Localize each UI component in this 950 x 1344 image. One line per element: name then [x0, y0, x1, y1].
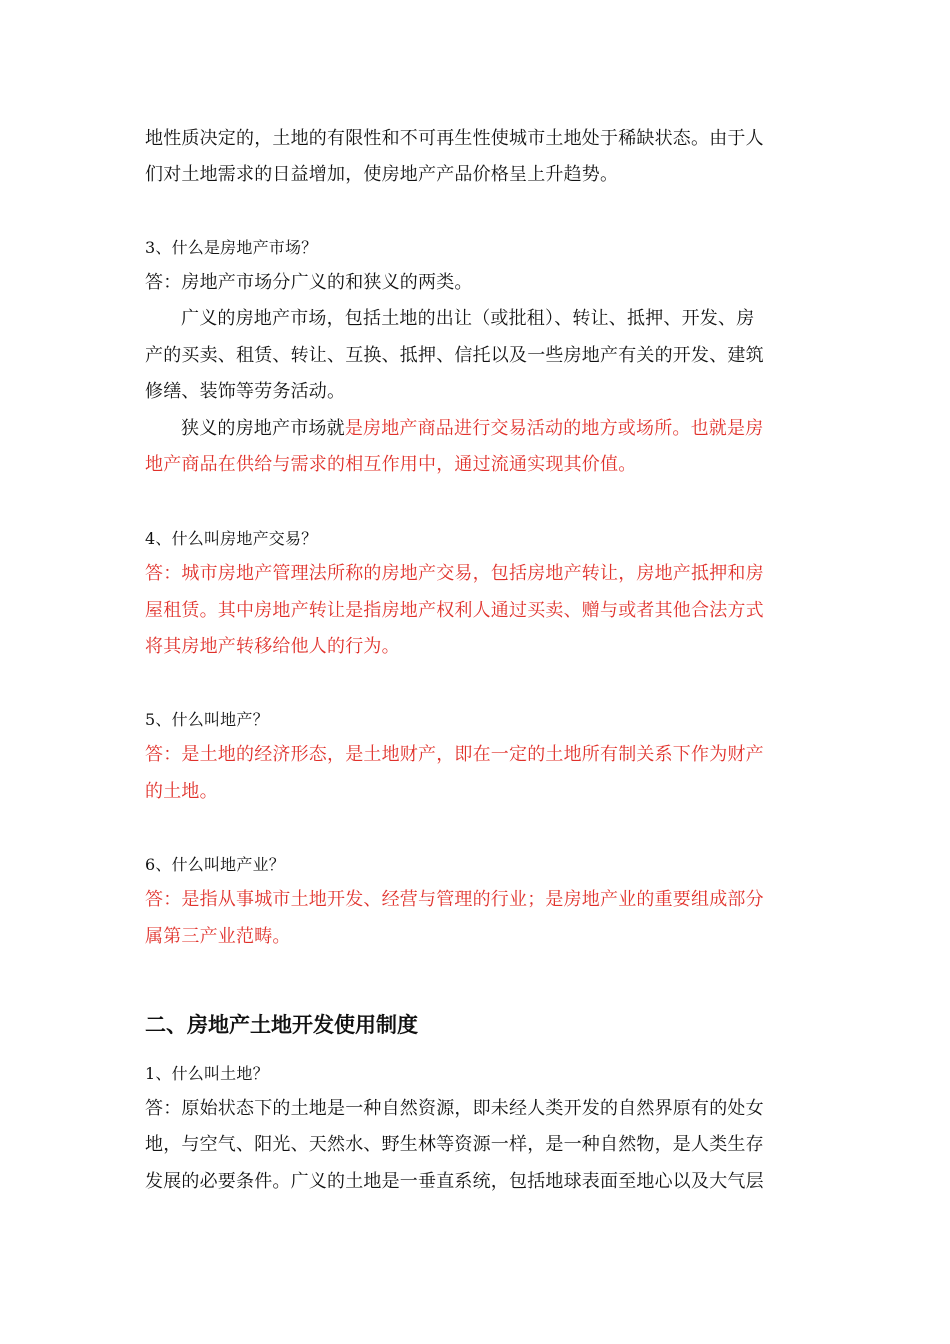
q4-question: 4、什么叫房地产交易？ — [145, 529, 318, 548]
q4-answer-line-2: 屋租赁。其中房地产转让是指房地产权利人通过买卖、赠与或者其他合法方式 — [145, 600, 764, 621]
q6-question: 6、什么叫地产业？ — [145, 855, 285, 874]
q3-answer: 答：房地产市场分广义的和狭义的两类。 — [145, 272, 473, 293]
q4-answer-line-1: 答：城市房地产管理法所称的房地产交易，包括房地产转让，房地产抵押和房 — [145, 563, 764, 584]
q5-answer-line-2: 的土地。 — [145, 781, 218, 802]
q3-narrow-highlight-2: 地产商品在供给与需求的相互作用中，通过流通实现其价值。 — [145, 454, 637, 475]
s2-q1-answer-line-1: 答：原始状态下的土地是一种自然资源，即未经人类开发的自然界原有的处女 — [145, 1098, 764, 1119]
q5-answer-line-1: 答：是土地的经济形态，是土地财产，即在一定的土地所有制关系下作为财产 — [145, 744, 764, 765]
q3-narrow-highlight-1: 是房地产商品进行交易活动的地方或场所。也就是房 — [344, 418, 764, 439]
q6-answer-line-2: 属第三产业范畴。 — [145, 926, 291, 947]
q3-question: 3、什么是房地产市场？ — [145, 238, 318, 257]
q3-broad-line-1: 广义的房地产市场，包括土地的出让（或批租）、转让、抵押、开发、房 — [181, 308, 755, 329]
q3-narrow-prefix: 狭义的房地产市场就 — [181, 418, 345, 439]
q4-answer-line-3: 将其房地产转移给他人的行为。 — [145, 636, 400, 657]
s2-q1-answer-line-3: 发展的必要条件。广义的土地是一垂直系统，包括地球表面至地心以及大气层 — [145, 1171, 764, 1192]
q3-broad-line-3: 修缮、装饰等劳务活动。 — [145, 381, 346, 402]
q3-broad-line-2: 产的买卖、租赁、转让、互换、抵押、信托以及一些房地产有关的开发、建筑 — [145, 345, 764, 366]
s2-q1-question: 1、什么叫土地？ — [145, 1064, 269, 1083]
section-heading: 二、房地产土地开发使用制度 — [145, 1013, 418, 1037]
q3-narrow-line-1 — [181, 417, 851, 441]
intro-line-1: 地性质决定的，土地的有限性和不可再生性使城市土地处于稀缺状态。由于人 — [145, 128, 764, 149]
s2-q1-answer-line-2: 地，与空气、阳光、天然水、野生林等资源一样，是一种自然物，是人类生存 — [145, 1134, 764, 1155]
q5-question: 5、什么叫地产？ — [145, 710, 269, 729]
q6-answer-line-1: 答：是指从事城市土地开发、经营与管理的行业；是房地产业的重要组成部分 — [145, 889, 764, 910]
intro-line-2: 们对土地需求的日益增加，使房地产产品价格呈上升趋势。 — [145, 164, 619, 185]
